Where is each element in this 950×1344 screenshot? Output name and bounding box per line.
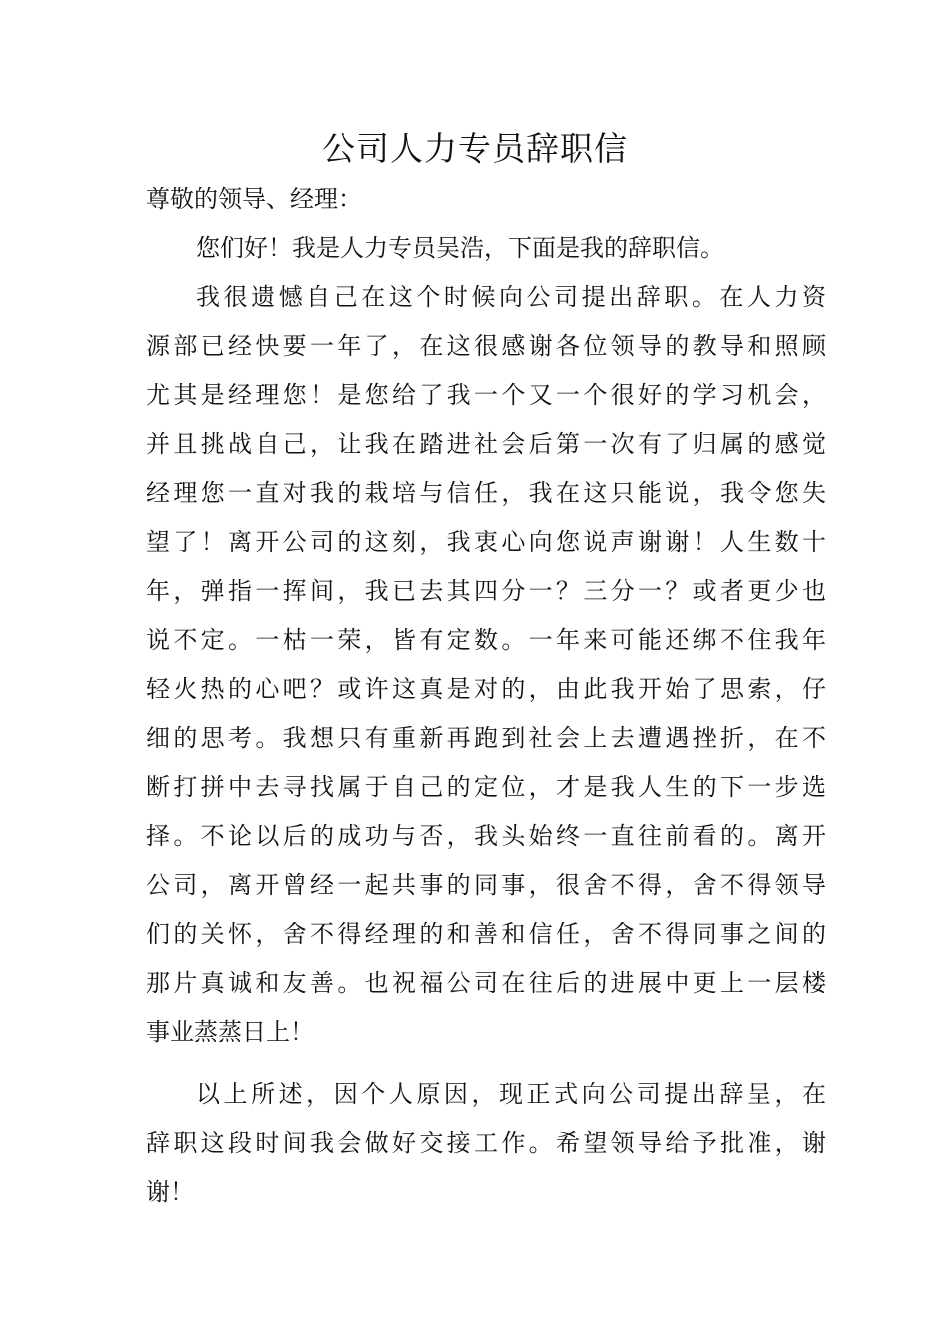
- paragraph-line: 尤其是经理您！是您给了我一个又一个很好的学习机会，: [146, 381, 826, 409]
- paragraph-line: 年，弹指一挥间，我已去其四分一？三分一？或者更少也: [146, 577, 826, 605]
- paragraph-line: 源部已经快要一年了，在这很感谢各位领导的教导和照顾: [146, 332, 826, 360]
- paragraph-line: 望了！离开公司的这刻，我衷心向您说声谢谢！人生数十: [146, 528, 826, 556]
- paragraph-line: 您们好！我是人力专员吴浩，下面是我的辞职信。: [196, 234, 724, 262]
- paragraph-line: 细的思考。我想只有重新再跑到社会上去遭遇挫折，在不: [146, 724, 826, 752]
- paragraph-line: 以上所述，因个人原因，现正式向公司提出辞呈，在: [196, 1080, 826, 1108]
- paragraph-line: 辞职这段时间我会做好交接工作。希望领导给予批准，谢: [146, 1129, 826, 1157]
- paragraph-line: 公司，离开曾经一起共事的同事，很舍不得，舍不得领导: [146, 871, 826, 899]
- paragraph-line: 我很遗憾自己在这个时候向公司提出辞职。在人力资: [196, 283, 826, 311]
- salutation: 尊敬的领导、经理：: [146, 185, 362, 213]
- paragraph-line: 经理您一直对我的栽培与信任，我在这只能说，我令您失: [146, 479, 826, 507]
- paragraph-line: 轻火热的心吧？或许这真是对的，由此我开始了思索，仔: [146, 675, 826, 703]
- paragraph-line: 说不定。一枯一荣，皆有定数。一年来可能还绑不住我年: [146, 626, 826, 654]
- paragraph-line: 断打拼中去寻找属于自己的定位，才是我人生的下一步选: [146, 773, 826, 801]
- document-title: 公司人力专员辞职信: [322, 129, 628, 168]
- paragraph-line: 那片真诚和友善。也祝福公司在往后的进展中更上一层楼: [146, 969, 826, 997]
- paragraph-line: 择。不论以后的成功与否，我头始终一直往前看的。离开: [146, 822, 826, 850]
- paragraph-line: 们的关怀，舍不得经理的和善和信任，舍不得同事之间的: [146, 920, 826, 948]
- paragraph-line: 谢！: [146, 1178, 194, 1206]
- paragraph-line: 事业蒸蒸日上！: [146, 1018, 314, 1046]
- paragraph-line: 并且挑战自己，让我在踏进社会后第一次有了归属的感觉: [146, 430, 826, 458]
